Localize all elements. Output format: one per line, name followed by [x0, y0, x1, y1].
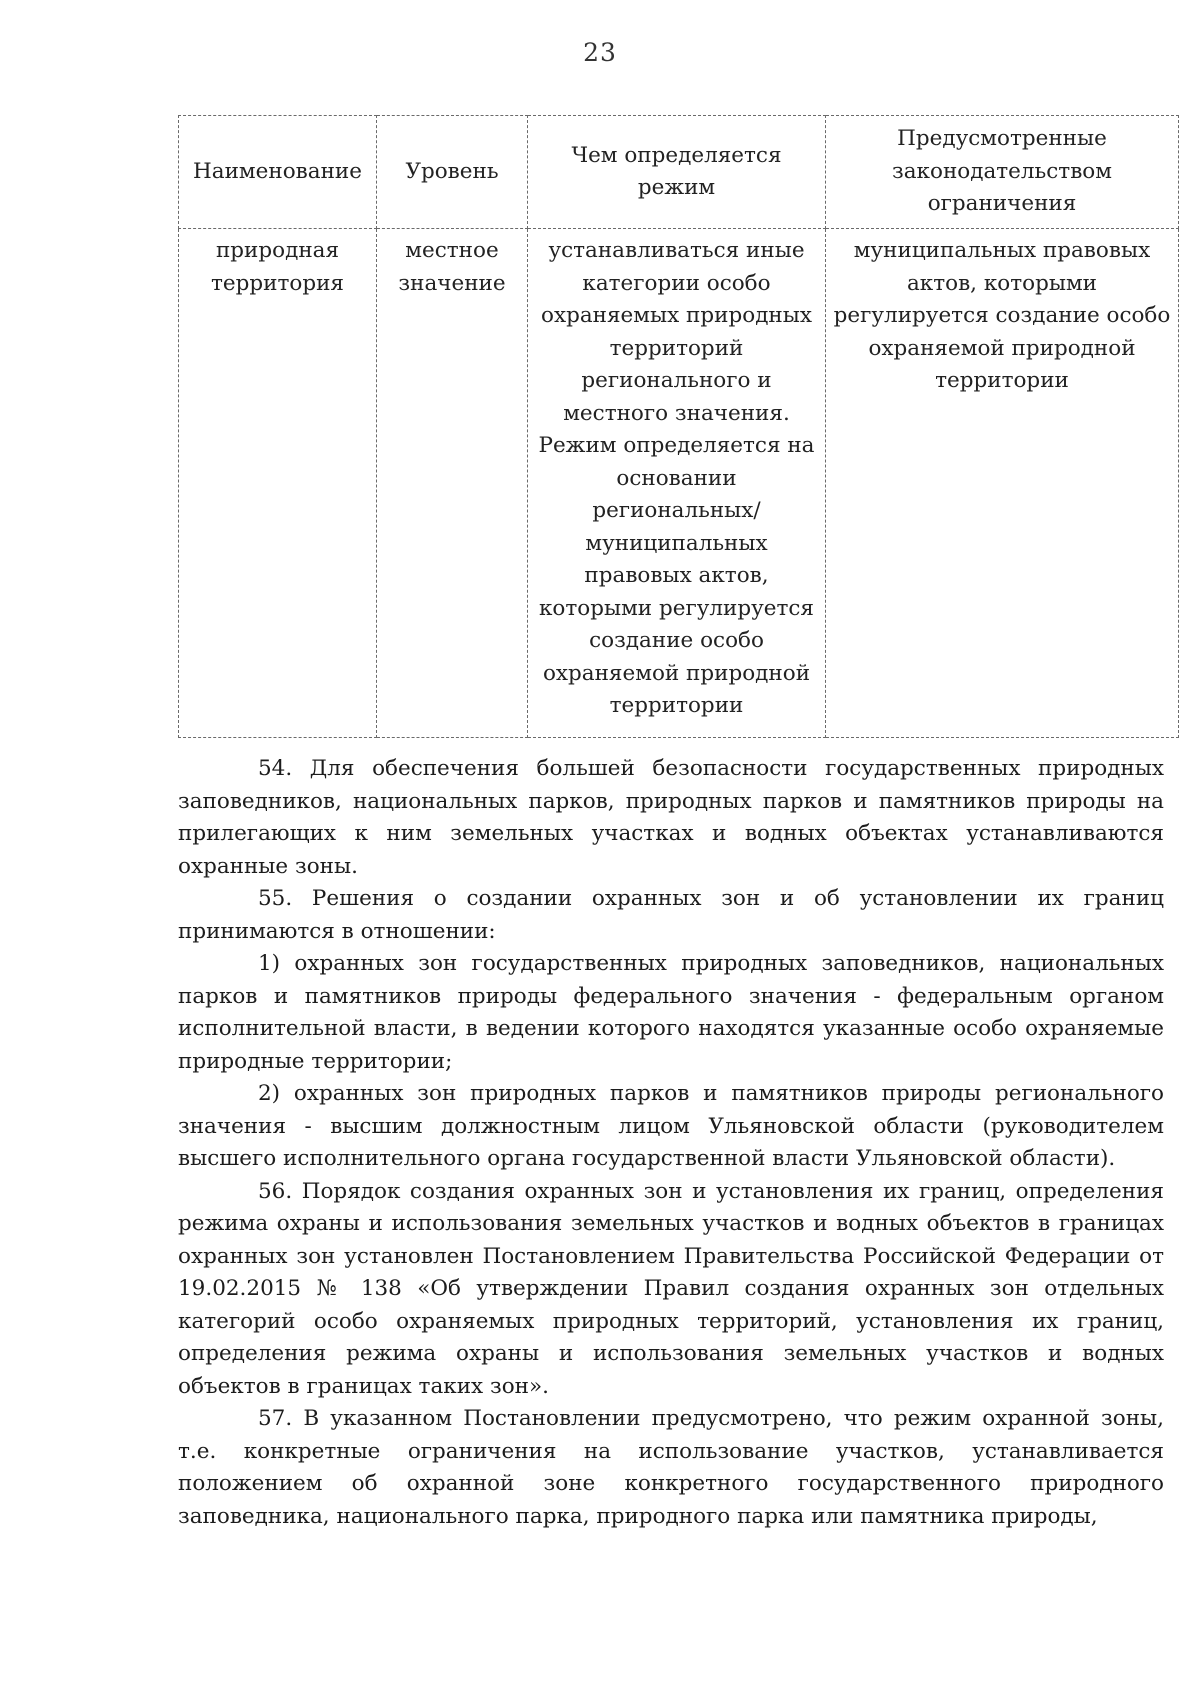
header-name: Наименование [179, 116, 377, 229]
page-number: 23 [583, 38, 617, 67]
paragraph-55: 55. Решения о создании охранных зон и об установлении их границ принимаются в отношении: [178, 886, 1164, 944]
header-restrictions: Предусмотренные законодательством ограничения [826, 116, 1179, 229]
header-regime: Чем определяется режим [528, 116, 826, 229]
cell-name: природная территория [179, 229, 377, 738]
paragraph-54: 54. Для обеспечения большей безопасности государственных природных заповедников, национальных парков, природных парков и памятников природы на прилегающих к ним земельных участках и водных объектах устанавливаются охранные зоны. [178, 756, 1164, 879]
header-level: Уровень [377, 116, 528, 229]
table-header-row [179, 116, 1179, 229]
regime-table [178, 115, 1179, 738]
paragraph-57: 57. В указанном Постановлении предусмотрено, что режим охранной зоны, т.е. конкретные ограничения на использование участков, устанавливается положением об охранной зоне конкретного государственного природного заповедника, национального парка, природного парка или памятника природы, [178, 1406, 1164, 1529]
body-text [178, 753, 1164, 1533]
cell-regime: устанавливаться иные категории особо охраняемых природных территорий регионального и местного значения. Режим определяется на основании региональных/ муниципальных правовых актов, которыми регулируется создание особо охраняемой природной территории [528, 229, 826, 738]
cell-restrictions: муниципальных правовых актов, которыми регулируется создание особо охраняемой природной территории [826, 229, 1179, 738]
cell-level: местное значение [377, 229, 528, 738]
paragraph-55-item-1: 1) охранных зон государственных природных заповедников, национальных парков и памятников природы федерального значения - федеральным органом исполнительной власти, в ведении которого находятся указанные особо охраняемые природные территории; [178, 951, 1164, 1074]
table-row [179, 229, 1179, 738]
paragraph-56: 56. Порядок создания охранных зон и установления их границ, определения режима охраны и использования земельных участков и водных объектов в границах охранных зон установлен Постановлением Правительства Российской Федерации от 19.02.2015 № 138 «Об утверждении Правил создания охранных зон отдельных категорий особо охраняемых природных территорий, установления их границ, определения режима охраны и использования земельных участков и водных объектов в границах таких зон». [178, 1178, 1164, 1399]
paragraph-55-item-2: 2) охранных зон природных парков и памятников природы регионального значения - высшим должностным лицом Ульяновской области (руководителем высшего исполнительного органа государственной власти Ульяновской области). [178, 1081, 1164, 1171]
